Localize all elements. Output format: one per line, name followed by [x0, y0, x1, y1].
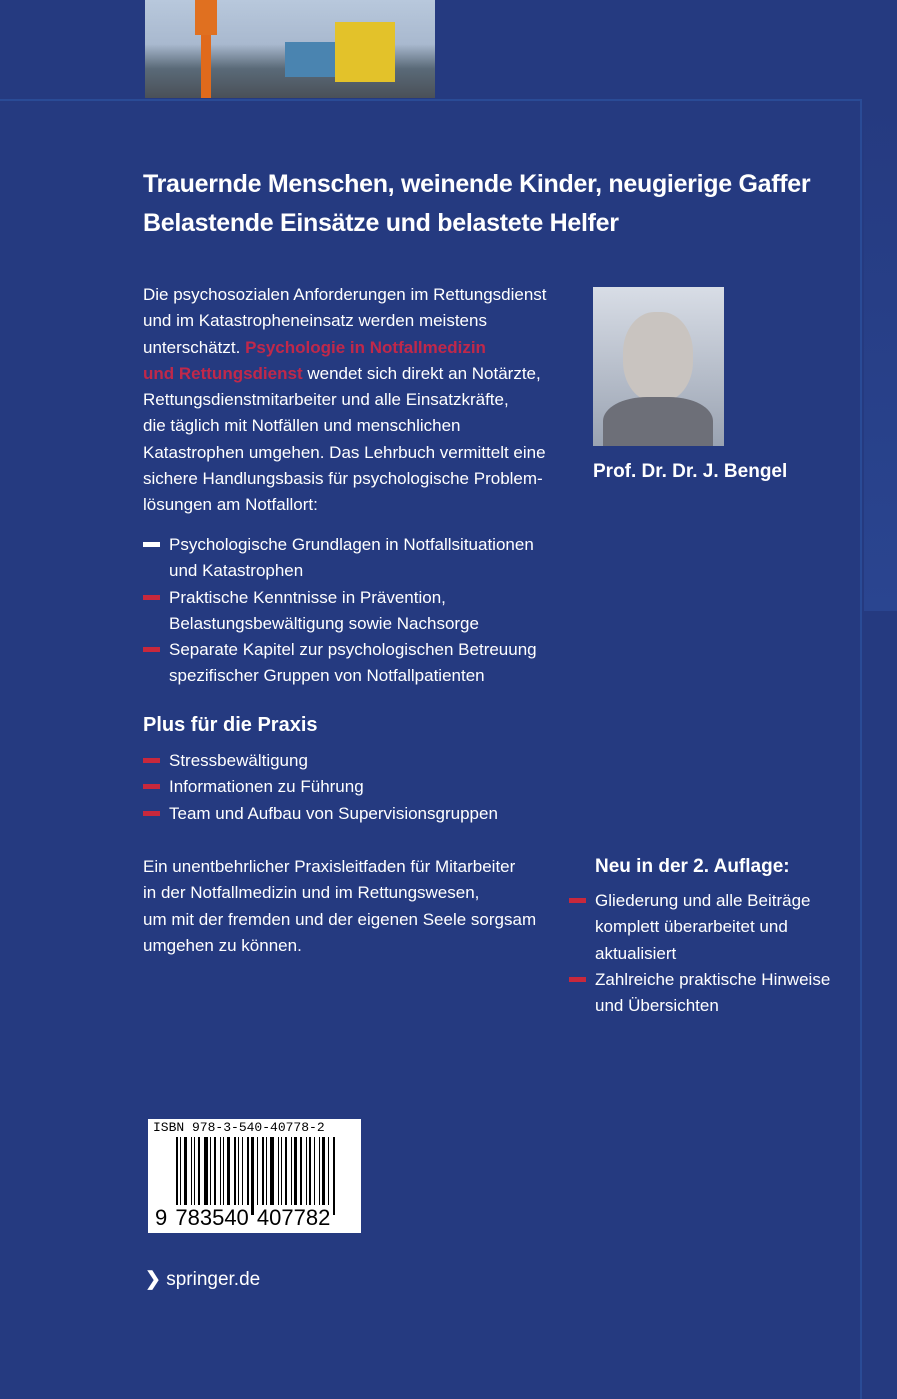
barcode-bar: [314, 1137, 315, 1215]
author-photo: [593, 287, 724, 446]
barcode-bar: [328, 1137, 329, 1215]
chevron-right-icon: ❯: [145, 1269, 161, 1290]
intro-line: [143, 335, 547, 361]
list-item: Praktische Kenntnisse in Prävention, Belastungsbewältigung sowie Nachsorge: [143, 585, 537, 638]
barcode-bar: [234, 1137, 236, 1215]
barcode-bars: [176, 1137, 356, 1215]
plus-list: [143, 748, 498, 827]
barcode-bar: [319, 1137, 320, 1215]
barcode-bar: [322, 1137, 325, 1215]
book-title-highlight: und Rettungsdienst: [143, 363, 303, 383]
list-item: Psychologische Grundlagen in Notfallsituationen und Katastrophen: [143, 532, 537, 585]
headline-2: Belastende Einsätze und belastete Helfer: [143, 209, 619, 237]
list-item: Separate Kapitel zur psychologischen Betreuung spezifischer Gruppen von Notfallpatienten: [143, 637, 537, 690]
barcode-bar: [180, 1137, 181, 1215]
intro-line: und im Katastropheneinsatz werden meistens: [143, 311, 487, 331]
barcode-bar: [176, 1137, 178, 1215]
barcode-bar: [294, 1137, 297, 1215]
barcode-bar: [223, 1137, 224, 1215]
list-item: Stressbewältigung: [143, 748, 498, 774]
barcode-bar: [242, 1137, 243, 1215]
barcode-bar: [210, 1137, 211, 1215]
intro-line: [143, 361, 547, 387]
barcode-bar: [257, 1137, 258, 1215]
barcode-bar: [285, 1137, 287, 1215]
intro-line: die täglich mit Notfällen und menschlichen: [143, 416, 461, 436]
spine-strip: [864, 99, 897, 611]
barcode-bar: [204, 1137, 208, 1215]
list-item: Informationen zu Führung: [143, 774, 498, 800]
new-edition-heading: Neu in der 2. Auflage:: [595, 856, 790, 877]
new-edition-list: [569, 888, 830, 1019]
feature-list: [143, 532, 537, 690]
cover-photo-emergency-phone: [145, 0, 435, 98]
text: wendet sich direkt an Notärzte,: [302, 363, 541, 383]
barcode-bar: [270, 1137, 274, 1215]
barcode-bar: [220, 1137, 221, 1215]
intro-line: lösungen am Notfallort:: [143, 495, 318, 515]
intro-paragraph: [143, 282, 547, 519]
barcode-bar: [262, 1137, 264, 1215]
isbn-text: ISBN 978-3-540-40778-2: [153, 1120, 325, 1135]
barcode-bar: [306, 1137, 307, 1215]
barcode-bar: [266, 1137, 267, 1215]
barcode-bar: [247, 1137, 249, 1215]
barcode-bar: [309, 1137, 311, 1215]
intro-line: sichere Handlungsbasis für psychologische Problem-: [143, 469, 543, 489]
author-name: Prof. Dr. Dr. J. Bengel: [593, 461, 788, 482]
closing-paragraph: Ein unentbehrlicher Praxisleitfaden für Mitarbeiter in der Notfallmedizin und im Rettungswesen, um mit der fremden und der eigenen Seele sorgsam umgehen zu können.: [143, 857, 537, 955]
intro-line: Katastrophen umgehen. Das Lehrbuch vermittelt eine: [143, 442, 546, 462]
barcode-bar: [300, 1137, 302, 1215]
barcode-bar: [291, 1137, 292, 1215]
list-item: Team und Aufbau von Supervisionsgruppen: [143, 801, 498, 827]
barcode-bar: [198, 1137, 200, 1215]
barcode-bar: [227, 1137, 230, 1215]
barcode-bar: [278, 1137, 279, 1215]
book-title-highlight: Psychologie in Notfallmedizin: [245, 337, 486, 357]
plus-heading: Plus für die Praxis: [143, 714, 318, 736]
list-item: Zahlreiche praktische Hinweise und Übersichten: [569, 967, 830, 1020]
ean-digits: 9 783540 407782: [155, 1205, 331, 1230]
barcode-bar: [191, 1137, 192, 1215]
intro-line: Die psychosozialen Anforderungen im Rettungsdienst: [143, 285, 547, 304]
website-link[interactable]: [145, 1268, 260, 1291]
barcode-bar: [251, 1137, 254, 1215]
barcode-bar: [281, 1137, 282, 1215]
website-text: springer.de: [166, 1269, 261, 1290]
barcode-bar: [238, 1137, 239, 1215]
isbn-barcode: [148, 1119, 361, 1233]
intro-line: Rettungsdienstmitarbeiter und alle Einsatzkräfte,: [143, 390, 509, 410]
barcode-bar: [214, 1137, 216, 1215]
barcode-bar: [333, 1137, 335, 1215]
list-item: Gliederung und alle Beiträge komplett überarbeitet und aktualisiert: [569, 888, 830, 967]
barcode-bar: [184, 1137, 187, 1215]
text: unterschätzt.: [143, 337, 246, 357]
headline-1: Trauernde Menschen, weinende Kinder, neugierige Gaffer: [143, 170, 811, 198]
barcode-bar: [194, 1137, 195, 1215]
